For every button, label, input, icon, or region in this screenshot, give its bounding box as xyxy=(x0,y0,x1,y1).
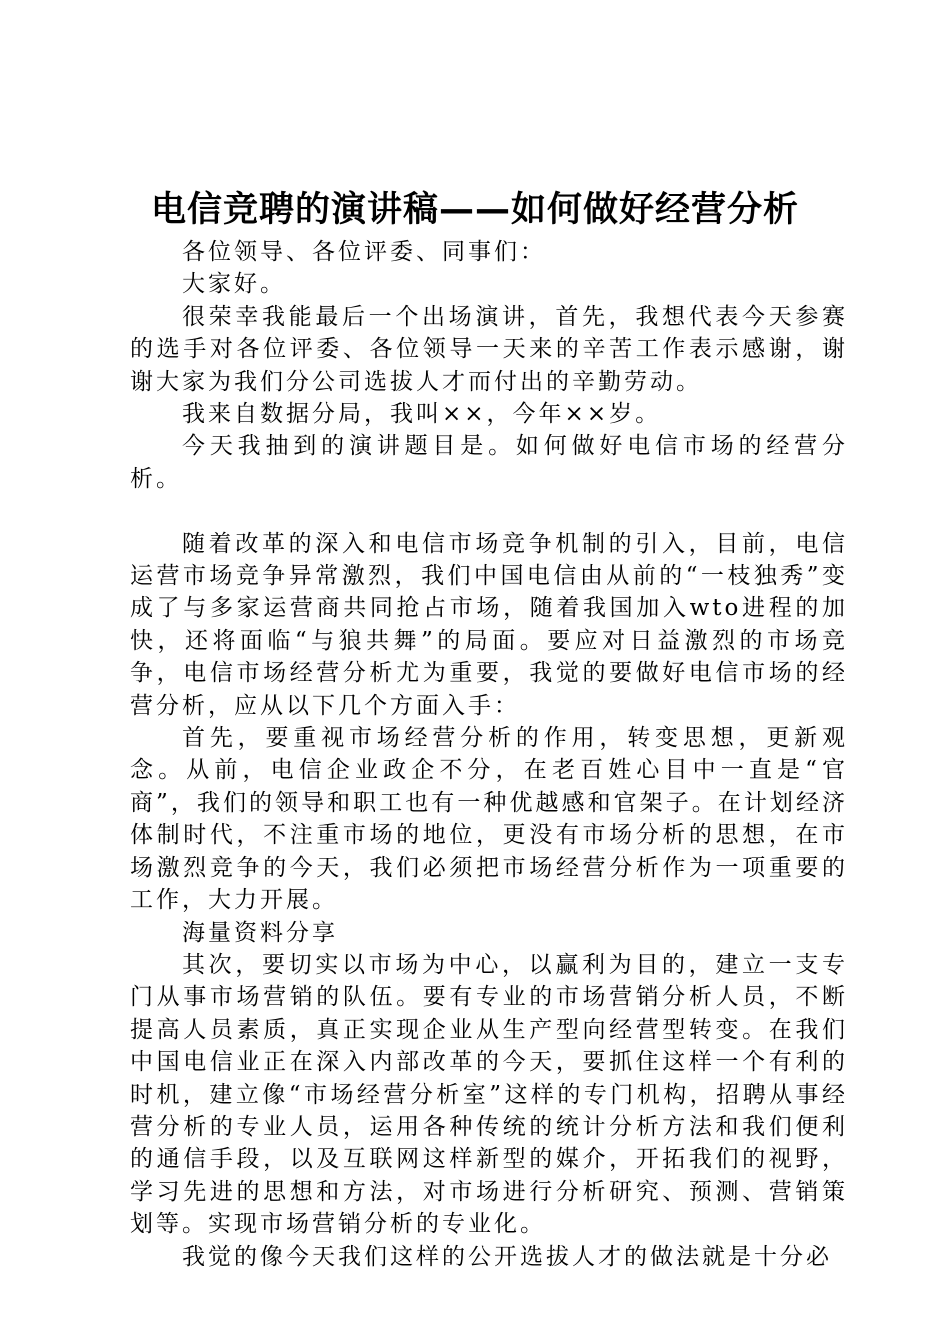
document-body xyxy=(130,236,848,1273)
paragraph-thanks: 很荣幸我能最后一个出场演讲，首先，我想代表今天参赛的选手对各位评委、各位领导一天来的辛苦工作表示感谢，谢谢大家为我们分公司选拔人才而付出的辛勤劳动。 xyxy=(130,303,848,395)
paragraph-background: 随着改革的深入和电信市场竞争机制的引入，目前，电信运营市场竞争异常激烈，我们中国电信由从前的“一枝独秀”变成了与多家运营商共同抢占市场，随着我国加入wto进程的加快，还将面临“与狼共舞”的局面。要应对日益激烈的市场竞争，电信市场经营分析尤为重要，我觉的要做好电信市场的经营分析，应从以下几个方面入手： xyxy=(130,530,848,719)
paragraph-topic: 今天我抽到的演讲题目是。如何做好电信市场的经营分析。 xyxy=(130,433,848,492)
paragraph-hello: 大家好。 xyxy=(182,271,286,298)
paragraph-blank xyxy=(130,495,848,527)
paragraph-continuation: 我觉的像今天我们这样的公开选拔人才的做法就是十分必 xyxy=(182,1243,832,1270)
paragraph-second-point: 其次，要切实以市场为中心，以赢利为目的，建立一支专门从事市场营销的队伍。要有专业的市场营销分析人员，不断提高人员素质，真正实现企业从生产型向经营型转变。在我们中国电信业正在深入内部改革的今天，要抓住这样一个有利的时机，建立像“市场经营分析室”这样的专门机构，招聘从事经营分析的专业人员，运用各种传统的统计分析方法和我们便利的通信手段，以及互联网这样新型的媒介，开拓我们的视野，学习先进的思想和方法，对市场进行分析研究、预测、营销策划等。实现市场营销分析的专业化。 xyxy=(130,951,848,1238)
paragraph-intro: 我来自数据分局，我叫××，今年××岁。 xyxy=(182,401,662,428)
paragraph-greeting: 各位领导、各位评委、同事们： xyxy=(182,239,546,265)
paragraph-share-note: 海量资料分享 xyxy=(182,919,338,946)
paragraph-first-point: 首先，要重视市场经营分析的作用，转变思想，更新观念。从前，电信企业政企不分，在老百姓心目中一直是“官商”，我们的领导和职工也有一种优越感和官架子。在计划经济体制时代，不注重市场的地位，更没有市场分析的思想，在市场激烈竞争的今天，我们必须把市场经营分析作为一项重要的工作，大力开展。 xyxy=(130,725,848,914)
document-title: 电信竞聘的演讲稿——如何做好经营分析 xyxy=(150,190,799,230)
